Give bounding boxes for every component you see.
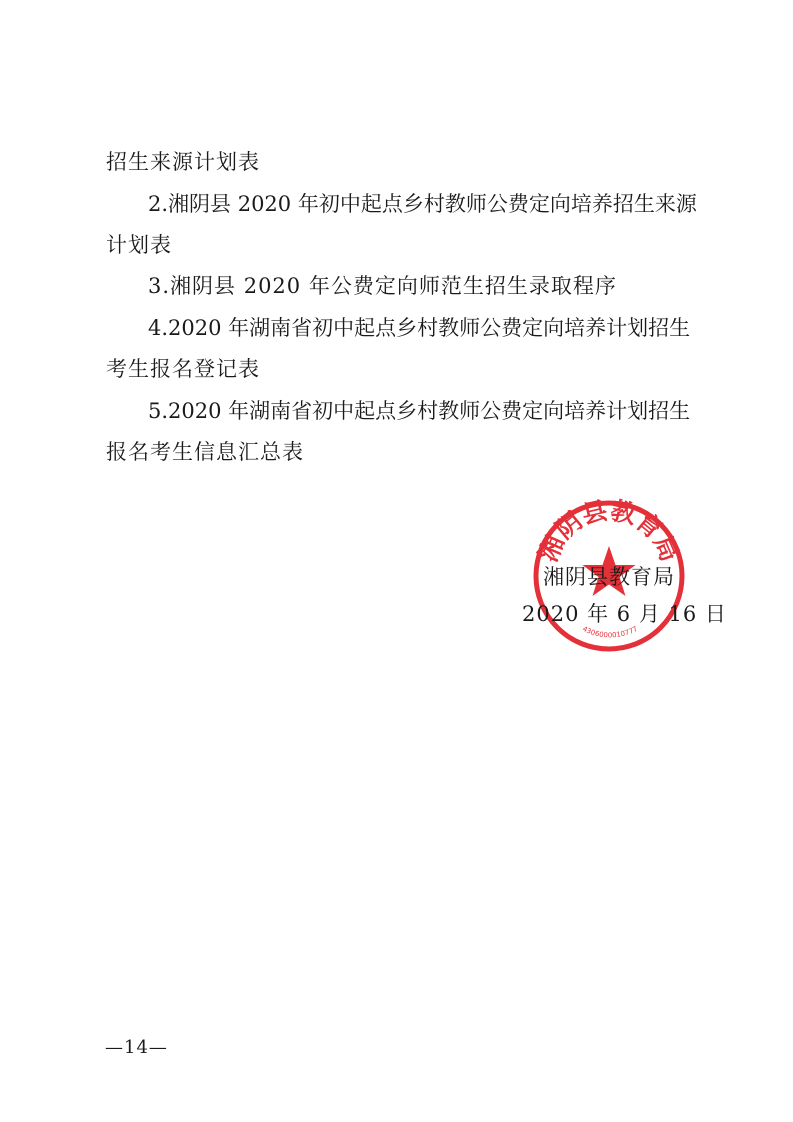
seal-code: 4306000010777 [581, 624, 639, 640]
attachment-line-1-continued: 招生来源计划表 [106, 150, 260, 174]
signature-organization: 湘阴县教育局 [543, 565, 675, 589]
attachment-item-2: 2.湘阴县 2020 年初中起点乡村教师公费定向培养招生来源 [148, 192, 697, 216]
seal-text: 湘阴县教育局 [533, 496, 685, 566]
signature-date: 2020 年 6 月 16 日 [522, 602, 727, 626]
attachment-item-4-continued: 考生报名登记表 [106, 357, 260, 381]
attachment-item-3: 3.湘阴县 2020 年公费定向师范生招生录取程序 [148, 274, 617, 298]
attachment-item-4: 4.2020 年湖南省初中起点乡村教师公费定向培养计划招生 [148, 316, 691, 340]
attachment-item-5: 5.2020 年湖南省初中起点乡村教师公费定向培养计划招生 [148, 399, 691, 423]
attachment-item-5-continued: 报名考生信息汇总表 [106, 440, 304, 464]
page-number: —14— [105, 1037, 168, 1058]
attachment-item-2-continued: 计划表 [106, 233, 172, 257]
